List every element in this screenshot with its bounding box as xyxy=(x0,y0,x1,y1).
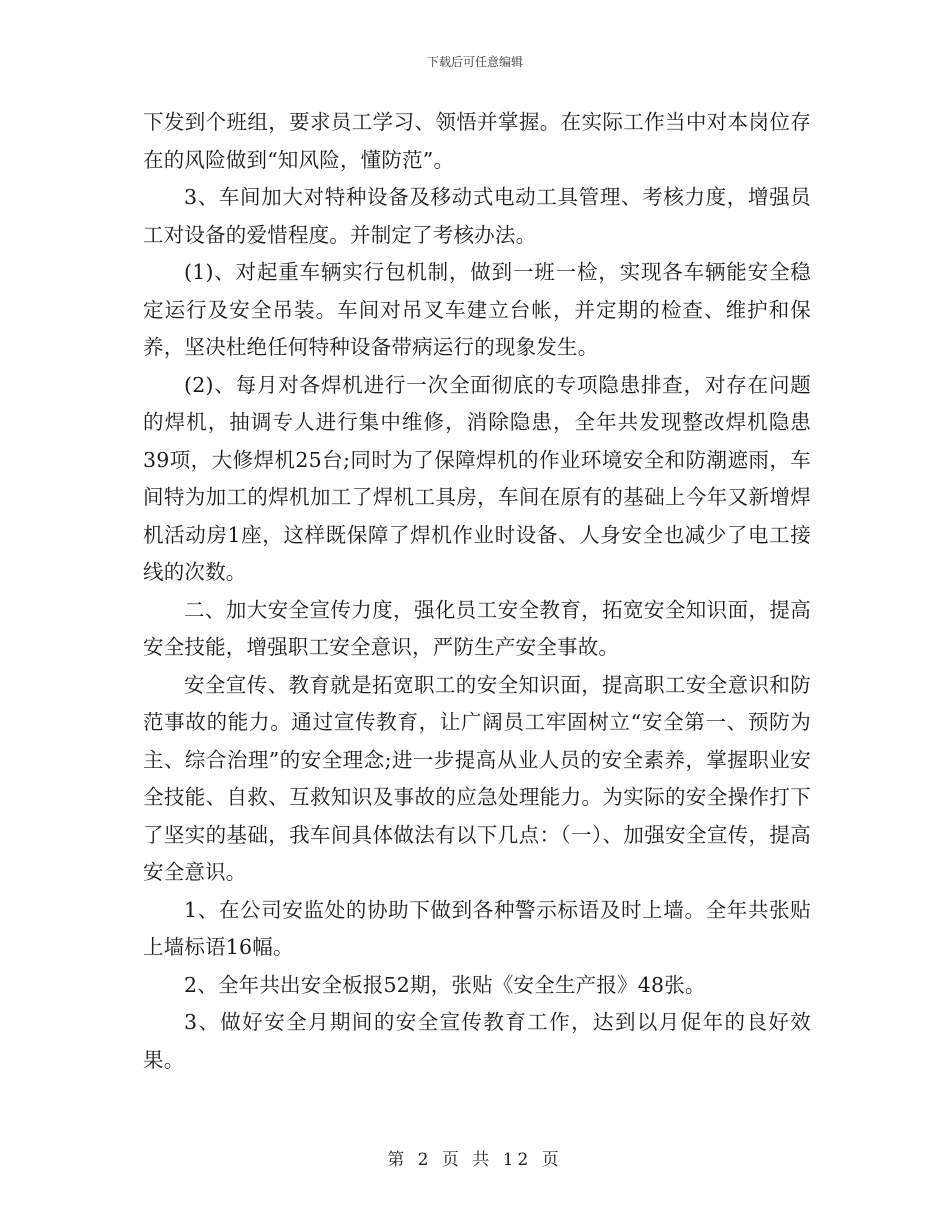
document-body xyxy=(143,104,811,1079)
paragraph-safety-publicity-heading: 二、加大安全宣传力度，强化员工安全教育，拓宽安全知识面，提高安全技能，增强职工安全意识，严防生产安全事故。 xyxy=(143,597,811,659)
paragraph-safety-boards: 2、全年共出安全板报52期，张贴《安全生产报》48张。 xyxy=(184,972,706,997)
paragraph-warning-slogans: 1、在公司安监处的协助下做到各种警示标语及时上墙。全年共张贴上墙标语16幅。 xyxy=(143,897,811,959)
page-number-footer: 第 2 页 共 12 页 xyxy=(387,1150,563,1170)
paragraph-continuation: 下发到个班组，要求员工学习、领悟并掌握。在实际工作当中对本岗位存在的风险做到“知风险，懂防范”。 xyxy=(143,110,811,172)
paragraph-safety-month: 3、做好安全月期间的安全宣传教育工作，达到以月促年的良好效果。 xyxy=(143,1010,811,1072)
page-header-note: 下载后可任意编辑 xyxy=(426,55,523,69)
paragraph-lifting-vehicles: (1)、对起重车辆实行包机制，做到一班一检，实现各车辆能安全稳定运行及安全吊装。车间对吊叉车建立台帐，并定期的检查、维护和保养，坚决杜绝任何特种设备带病运行的现象发生。 xyxy=(143,260,811,359)
paragraph-safety-education: 安全宣传、教育就是拓宽职工的安全知识面，提高职工安全意识和防范事故的能力。通过宣传教育，让广阔员工牢固树立“安全第一、预防为主、综合治理”的安全理念;进一步提高从业人员的安全素养，掌握职业安全技能、自救、互救知识及事故的应急处理能力。为实际的安全操作打下了坚实的基础，我车间具体做法有以下几点：（一）、加强安全宣传，提高安全意识。 xyxy=(143,672,811,884)
paragraph-welding-machines: (2)、每月对各焊机进行一次全面彻底的专项隐患排查，对存在问题的焊机，抽调专人进行集中维修，消除隐患，全年共发现整改焊机隐患39项，大修焊机25台;同时为了保障焊机的作业环境安全和防潮遮雨，车间特为加工的焊机加工了焊机工具房，车间在原有的基础上今年又新增焊机活动房1座，这样既保障了焊机作业时设备、人身安全也减少了电工接线的次数。 xyxy=(143,372,811,584)
paragraph-equipment-management: 3、车间加大对特种设备及移动式电动工具管理、考核力度，增强员工对设备的爱惜程度。并制定了考核办法。 xyxy=(143,185,811,247)
